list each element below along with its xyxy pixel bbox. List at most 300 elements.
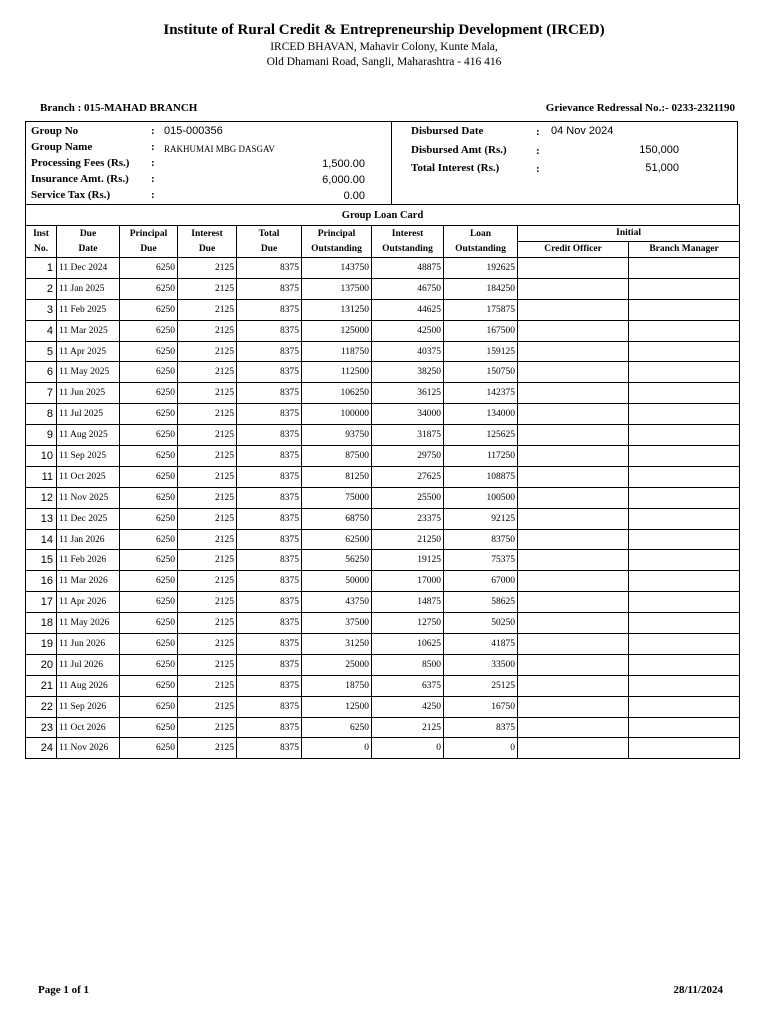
principal-due-cell: 6250 — [120, 299, 178, 320]
interest-outstanding-cell: 42500 — [372, 320, 444, 341]
inst-cell: 16 — [26, 571, 57, 592]
header-inst: Inst No. — [26, 226, 57, 258]
principal-outstanding-cell: 37500 — [302, 613, 372, 634]
due-date-cell: 11 May 2025 — [57, 362, 120, 383]
group-no-value: 015-000356 — [164, 125, 223, 137]
total-due-cell: 8375 — [237, 362, 302, 383]
branch-label: Branch : 015-MAHAD BRANCH — [40, 102, 198, 114]
due-date-cell: 11 Sep 2025 — [57, 446, 120, 467]
credit-officer-initial-cell — [518, 320, 629, 341]
credit-officer-initial-cell — [518, 299, 629, 320]
disbursed-date-value: 04 Nov 2024 — [551, 125, 614, 137]
interest-outstanding-cell: 0 — [372, 738, 444, 759]
interest-due-cell: 2125 — [178, 425, 237, 446]
interest-due-cell: 2125 — [178, 299, 237, 320]
loan-outstanding-cell: 25125 — [444, 675, 518, 696]
branch-manager-initial-cell — [629, 404, 740, 425]
loan-outstanding-cell: 192625 — [444, 258, 518, 279]
total-due-cell: 8375 — [237, 571, 302, 592]
header-credit-officer: Credit Officer — [518, 242, 629, 258]
interest-outstanding-cell: 17000 — [372, 571, 444, 592]
credit-officer-initial-cell — [518, 341, 629, 362]
interest-outstanding-cell: 25500 — [372, 487, 444, 508]
due-date-cell: 11 Oct 2025 — [57, 466, 120, 487]
branch-manager-initial-cell — [629, 508, 740, 529]
colon: : — [151, 157, 155, 169]
info-divider — [391, 122, 392, 204]
inst-cell: 1 — [26, 258, 57, 279]
loan-outstanding-cell: 142375 — [444, 383, 518, 404]
inst-cell: 8 — [26, 404, 57, 425]
due-date-cell: 11 Feb 2026 — [57, 550, 120, 571]
interest-outstanding-cell: 38250 — [372, 362, 444, 383]
principal-due-cell: 6250 — [120, 654, 178, 675]
branch-manager-initial-cell — [629, 675, 740, 696]
interest-outstanding-cell: 31875 — [372, 425, 444, 446]
due-date-cell: 11 Dec 2025 — [57, 508, 120, 529]
interest-outstanding-cell: 2125 — [372, 717, 444, 738]
total-due-cell: 8375 — [237, 654, 302, 675]
principal-due-cell: 6250 — [120, 613, 178, 634]
header-initial: Initial — [518, 226, 740, 242]
loan-outstanding-cell: 100500 — [444, 487, 518, 508]
inst-cell: 14 — [26, 529, 57, 550]
principal-outstanding-cell: 68750 — [302, 508, 372, 529]
loan-outstanding-cell: 67000 — [444, 571, 518, 592]
table-row — [26, 654, 740, 675]
principal-outstanding-cell: 125000 — [302, 320, 372, 341]
total-due-cell: 8375 — [237, 675, 302, 696]
inst-cell: 4 — [26, 320, 57, 341]
header-principal-due: Principal Due — [120, 226, 178, 258]
due-date-cell: 11 Mar 2026 — [57, 571, 120, 592]
branch-manager-initial-cell — [629, 278, 740, 299]
interest-due-cell: 2125 — [178, 613, 237, 634]
principal-due-cell: 6250 — [120, 446, 178, 467]
loan-outstanding-cell: 8375 — [444, 717, 518, 738]
principal-due-cell: 6250 — [120, 738, 178, 759]
credit-officer-initial-cell — [518, 508, 629, 529]
total-due-cell: 8375 — [237, 425, 302, 446]
interest-outstanding-cell: 12750 — [372, 613, 444, 634]
branch-manager-initial-cell — [629, 654, 740, 675]
inst-cell: 11 — [26, 466, 57, 487]
principal-due-cell: 6250 — [120, 634, 178, 655]
total-interest-label: Total Interest (Rs.) — [411, 162, 500, 174]
due-date-cell: 11 Nov 2025 — [57, 487, 120, 508]
table-row — [26, 299, 740, 320]
loan-outstanding-cell: 184250 — [444, 278, 518, 299]
table-row — [26, 383, 740, 404]
interest-outstanding-cell: 44625 — [372, 299, 444, 320]
address-line-2: Old Dhamani Road, Sangli, Maharashtra - 416 416 — [266, 56, 502, 68]
principal-due-cell: 6250 — [120, 508, 178, 529]
table-row — [26, 404, 740, 425]
inst-cell: 10 — [26, 446, 57, 467]
credit-officer-initial-cell — [518, 487, 629, 508]
interest-due-cell: 2125 — [178, 508, 237, 529]
total-due-cell: 8375 — [237, 592, 302, 613]
branch-manager-initial-cell — [629, 299, 740, 320]
table-row — [26, 320, 740, 341]
interest-due-cell: 2125 — [178, 717, 237, 738]
table-row — [26, 278, 740, 299]
branch-manager-initial-cell — [629, 634, 740, 655]
colon: : — [151, 141, 155, 153]
interest-due-cell: 2125 — [178, 592, 237, 613]
total-due-cell: 8375 — [237, 738, 302, 759]
branch-manager-initial-cell — [629, 466, 740, 487]
due-date-cell: 11 Jul 2025 — [57, 404, 120, 425]
loan-outstanding-cell: 33500 — [444, 654, 518, 675]
header-principal-outstanding: Principal Outstanding — [302, 226, 372, 258]
table-row — [26, 425, 740, 446]
disbursed-amt-value: 150,000 — [639, 144, 679, 156]
total-due-cell: 8375 — [237, 299, 302, 320]
branch-manager-initial-cell — [629, 738, 740, 759]
interest-due-cell: 2125 — [178, 404, 237, 425]
branch-manager-initial-cell — [629, 425, 740, 446]
table-row — [26, 487, 740, 508]
credit-officer-initial-cell — [518, 466, 629, 487]
table-row — [26, 529, 740, 550]
interest-outstanding-cell: 36125 — [372, 383, 444, 404]
due-date-cell: 11 Apr 2025 — [57, 341, 120, 362]
interest-outstanding-cell: 21250 — [372, 529, 444, 550]
inst-cell: 2 — [26, 278, 57, 299]
loan-outstanding-cell: 117250 — [444, 446, 518, 467]
table-row — [26, 675, 740, 696]
interest-outstanding-cell: 46750 — [372, 278, 444, 299]
principal-due-cell: 6250 — [120, 529, 178, 550]
principal-outstanding-cell: 93750 — [302, 425, 372, 446]
principal-due-cell: 6250 — [120, 425, 178, 446]
principal-due-cell: 6250 — [120, 466, 178, 487]
inst-cell: 22 — [26, 696, 57, 717]
branch-manager-initial-cell — [629, 550, 740, 571]
total-due-cell: 8375 — [237, 278, 302, 299]
principal-outstanding-cell: 56250 — [302, 550, 372, 571]
total-due-cell: 8375 — [237, 717, 302, 738]
principal-outstanding-cell: 62500 — [302, 529, 372, 550]
total-due-cell: 8375 — [237, 446, 302, 467]
processing-fees-label: Processing Fees (Rs.) — [31, 157, 130, 169]
total-due-cell: 8375 — [237, 550, 302, 571]
principal-due-cell: 6250 — [120, 258, 178, 279]
interest-due-cell: 2125 — [178, 278, 237, 299]
inst-cell: 7 — [26, 383, 57, 404]
inst-cell: 23 — [26, 717, 57, 738]
loan-outstanding-cell: 92125 — [444, 508, 518, 529]
branch-manager-initial-cell — [629, 341, 740, 362]
principal-due-cell: 6250 — [120, 278, 178, 299]
header-total-due: Total Due — [237, 226, 302, 258]
loan-outstanding-cell: 16750 — [444, 696, 518, 717]
interest-outstanding-cell: 23375 — [372, 508, 444, 529]
credit-officer-initial-cell — [518, 446, 629, 467]
total-due-cell: 8375 — [237, 466, 302, 487]
principal-due-cell: 6250 — [120, 362, 178, 383]
due-date-cell: 11 Dec 2024 — [57, 258, 120, 279]
total-due-cell: 8375 — [237, 258, 302, 279]
header-due-date: Due Date — [57, 226, 120, 258]
colon: : — [151, 173, 155, 185]
inst-cell: 18 — [26, 613, 57, 634]
principal-outstanding-cell: 81250 — [302, 466, 372, 487]
table-row — [26, 634, 740, 655]
colon: : — [536, 126, 540, 138]
interest-outstanding-cell: 8500 — [372, 654, 444, 675]
interest-outstanding-cell: 10625 — [372, 634, 444, 655]
table-row — [26, 717, 740, 738]
inst-cell: 5 — [26, 341, 57, 362]
branch-manager-initial-cell — [629, 529, 740, 550]
credit-officer-initial-cell — [518, 383, 629, 404]
principal-outstanding-cell: 131250 — [302, 299, 372, 320]
branch-manager-initial-cell — [629, 487, 740, 508]
table-caption: Group Loan Card — [26, 205, 740, 226]
colon: : — [151, 189, 155, 201]
principal-outstanding-cell: 118750 — [302, 341, 372, 362]
interest-due-cell: 2125 — [178, 320, 237, 341]
interest-outstanding-cell: 48875 — [372, 258, 444, 279]
inst-cell: 6 — [26, 362, 57, 383]
table-row — [26, 738, 740, 759]
credit-officer-initial-cell — [518, 278, 629, 299]
branch-manager-initial-cell — [629, 613, 740, 634]
credit-officer-initial-cell — [518, 738, 629, 759]
principal-due-cell: 6250 — [120, 404, 178, 425]
credit-officer-initial-cell — [518, 634, 629, 655]
principal-due-cell: 6250 — [120, 717, 178, 738]
principal-due-cell: 6250 — [120, 592, 178, 613]
due-date-cell: 11 Feb 2025 — [57, 299, 120, 320]
total-due-cell: 8375 — [237, 529, 302, 550]
interest-outstanding-cell: 14875 — [372, 592, 444, 613]
credit-officer-initial-cell — [518, 696, 629, 717]
credit-officer-initial-cell — [518, 258, 629, 279]
principal-due-cell: 6250 — [120, 383, 178, 404]
insurance-value: 6,000.00 — [322, 174, 365, 186]
interest-due-cell: 2125 — [178, 529, 237, 550]
due-date-cell: 11 Nov 2026 — [57, 738, 120, 759]
group-no-label: Group No — [31, 125, 79, 137]
principal-due-cell: 6250 — [120, 550, 178, 571]
total-due-cell: 8375 — [237, 696, 302, 717]
disbursed-date-label: Disbursed Date — [411, 125, 484, 137]
loan-outstanding-cell: 108875 — [444, 466, 518, 487]
print-date: 28/11/2024 — [673, 984, 723, 996]
due-date-cell: 11 Jun 2026 — [57, 634, 120, 655]
principal-outstanding-cell: 31250 — [302, 634, 372, 655]
processing-fees-value: 1,500.00 — [322, 158, 365, 170]
table-row — [26, 362, 740, 383]
address-line-1: IRCED BHAVAN, Mahavir Colony, Kunte Mala, — [270, 41, 498, 53]
inst-cell: 12 — [26, 487, 57, 508]
branch-manager-initial-cell — [629, 362, 740, 383]
branch-manager-initial-cell — [629, 717, 740, 738]
interest-outstanding-cell: 19125 — [372, 550, 444, 571]
credit-officer-initial-cell — [518, 571, 629, 592]
principal-outstanding-cell: 137500 — [302, 278, 372, 299]
interest-due-cell: 2125 — [178, 654, 237, 675]
group-name-value: RAKHUMAI MBG DASGAV — [164, 144, 275, 154]
principal-due-cell: 6250 — [120, 675, 178, 696]
branch-manager-initial-cell — [629, 571, 740, 592]
credit-officer-initial-cell — [518, 550, 629, 571]
principal-outstanding-cell: 75000 — [302, 487, 372, 508]
table-row — [26, 508, 740, 529]
total-due-cell: 8375 — [237, 383, 302, 404]
inst-cell: 3 — [26, 299, 57, 320]
table-row — [26, 550, 740, 571]
due-date-cell: 11 Sep 2026 — [57, 696, 120, 717]
principal-outstanding-cell: 87500 — [302, 446, 372, 467]
credit-officer-initial-cell — [518, 425, 629, 446]
header-branch-manager: Branch Manager — [629, 242, 740, 258]
principal-outstanding-cell: 18750 — [302, 675, 372, 696]
principal-outstanding-cell: 12500 — [302, 696, 372, 717]
header-interest-due: Interest Due — [178, 226, 237, 258]
due-date-cell: 11 Jul 2026 — [57, 654, 120, 675]
table-row — [26, 613, 740, 634]
due-date-cell: 11 Oct 2026 — [57, 717, 120, 738]
due-date-cell: 11 May 2026 — [57, 613, 120, 634]
group-info-box — [25, 121, 738, 204]
total-due-cell: 8375 — [237, 320, 302, 341]
institute-title: Institute of Rural Credit & Entrepreneurship Development (IRCED) — [163, 22, 605, 38]
credit-officer-initial-cell — [518, 654, 629, 675]
interest-due-cell: 2125 — [178, 675, 237, 696]
due-date-cell: 11 Apr 2026 — [57, 592, 120, 613]
interest-due-cell: 2125 — [178, 362, 237, 383]
credit-officer-initial-cell — [518, 717, 629, 738]
due-date-cell: 11 Aug 2025 — [57, 425, 120, 446]
credit-officer-initial-cell — [518, 404, 629, 425]
colon: : — [536, 145, 540, 157]
interest-due-cell: 2125 — [178, 446, 237, 467]
principal-due-cell: 6250 — [120, 571, 178, 592]
service-tax-value: 0.00 — [343, 190, 365, 202]
branch-manager-initial-cell — [629, 592, 740, 613]
total-due-cell: 8375 — [237, 508, 302, 529]
interest-due-cell: 2125 — [178, 258, 237, 279]
branch-manager-initial-cell — [629, 383, 740, 404]
interest-due-cell: 2125 — [178, 696, 237, 717]
due-date-cell: 11 Mar 2025 — [57, 320, 120, 341]
interest-due-cell: 2125 — [178, 487, 237, 508]
loan-outstanding-cell: 0 — [444, 738, 518, 759]
loan-outstanding-cell: 125625 — [444, 425, 518, 446]
loan-outstanding-cell: 58625 — [444, 592, 518, 613]
branch-manager-initial-cell — [629, 258, 740, 279]
table-row — [26, 341, 740, 362]
loan-outstanding-cell: 167500 — [444, 320, 518, 341]
principal-outstanding-cell: 50000 — [302, 571, 372, 592]
group-loan-table — [25, 204, 740, 759]
disbursed-amt-label: Disbursed Amt (Rs.) — [411, 144, 507, 156]
credit-officer-initial-cell — [518, 675, 629, 696]
interest-outstanding-cell: 4250 — [372, 696, 444, 717]
interest-outstanding-cell: 6375 — [372, 675, 444, 696]
branch-manager-initial-cell — [629, 446, 740, 467]
interest-outstanding-cell: 29750 — [372, 446, 444, 467]
inst-cell: 13 — [26, 508, 57, 529]
principal-due-cell: 6250 — [120, 341, 178, 362]
principal-outstanding-cell: 143750 — [302, 258, 372, 279]
principal-outstanding-cell: 6250 — [302, 717, 372, 738]
loan-outstanding-cell: 83750 — [444, 529, 518, 550]
total-due-cell: 8375 — [237, 634, 302, 655]
page-number: Page 1 of 1 — [38, 984, 90, 996]
interest-due-cell: 2125 — [178, 466, 237, 487]
service-tax-label: Service Tax (Rs.) — [31, 189, 111, 201]
principal-due-cell: 6250 — [120, 320, 178, 341]
inst-cell: 24 — [26, 738, 57, 759]
loan-outstanding-cell: 134000 — [444, 404, 518, 425]
interest-due-cell: 2125 — [178, 383, 237, 404]
interest-outstanding-cell: 40375 — [372, 341, 444, 362]
due-date-cell: 11 Jan 2026 — [57, 529, 120, 550]
principal-outstanding-cell: 43750 — [302, 592, 372, 613]
loan-outstanding-cell: 50250 — [444, 613, 518, 634]
loan-outstanding-cell: 150750 — [444, 362, 518, 383]
colon: : — [536, 163, 540, 175]
credit-officer-initial-cell — [518, 613, 629, 634]
table-row — [26, 592, 740, 613]
inst-cell: 17 — [26, 592, 57, 613]
due-date-cell: 11 Jun 2025 — [57, 383, 120, 404]
grievance-number: Grievance Redressal No.:- 0233-2321190 — [545, 102, 735, 114]
table-row — [26, 571, 740, 592]
total-due-cell: 8375 — [237, 487, 302, 508]
principal-due-cell: 6250 — [120, 487, 178, 508]
colon: : — [151, 125, 155, 137]
loan-outstanding-cell: 175875 — [444, 299, 518, 320]
credit-officer-initial-cell — [518, 362, 629, 383]
inst-cell: 21 — [26, 675, 57, 696]
loan-outstanding-cell: 41875 — [444, 634, 518, 655]
principal-outstanding-cell: 0 — [302, 738, 372, 759]
inst-cell: 19 — [26, 634, 57, 655]
due-date-cell: 11 Jan 2025 — [57, 278, 120, 299]
table-row — [26, 446, 740, 467]
header-loan-outstanding: Loan Outstanding — [444, 226, 518, 258]
credit-officer-initial-cell — [518, 529, 629, 550]
table-row — [26, 466, 740, 487]
table-row — [26, 696, 740, 717]
inst-cell: 20 — [26, 654, 57, 675]
principal-outstanding-cell: 112500 — [302, 362, 372, 383]
total-due-cell: 8375 — [237, 404, 302, 425]
principal-due-cell: 6250 — [120, 696, 178, 717]
insurance-label: Insurance Amt. (Rs.) — [31, 173, 129, 185]
table-row — [26, 258, 740, 279]
interest-due-cell: 2125 — [178, 341, 237, 362]
interest-outstanding-cell: 27625 — [372, 466, 444, 487]
total-due-cell: 8375 — [237, 613, 302, 634]
branch-manager-initial-cell — [629, 696, 740, 717]
group-name-label: Group Name — [31, 141, 93, 153]
loan-outstanding-cell: 75375 — [444, 550, 518, 571]
interest-outstanding-cell: 34000 — [372, 404, 444, 425]
interest-due-cell: 2125 — [178, 550, 237, 571]
branch-manager-initial-cell — [629, 320, 740, 341]
total-due-cell: 8375 — [237, 341, 302, 362]
principal-outstanding-cell: 25000 — [302, 654, 372, 675]
header-interest-outstanding: Interest Outstanding — [372, 226, 444, 258]
principal-outstanding-cell: 106250 — [302, 383, 372, 404]
